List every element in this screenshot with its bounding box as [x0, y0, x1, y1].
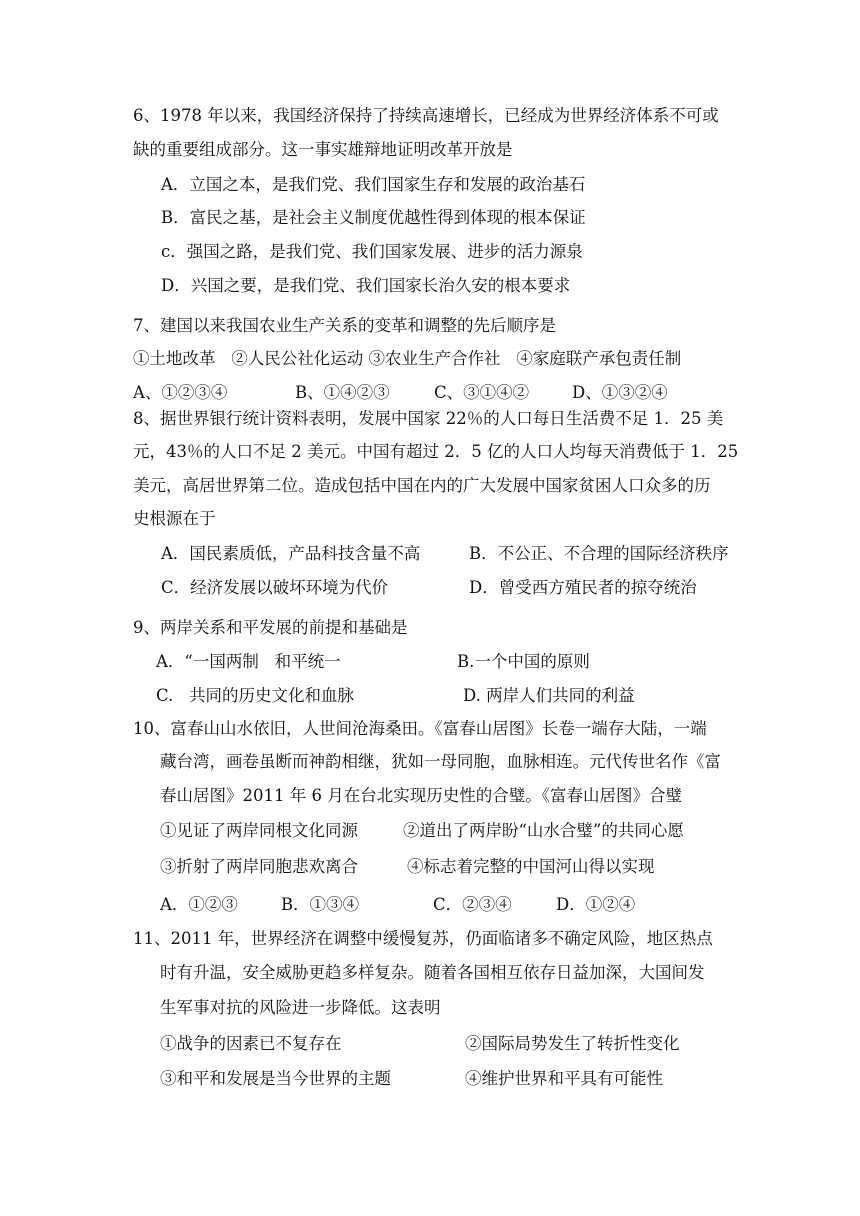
q9-option-b: B.一个中国的原则 — [457, 652, 590, 671]
q8-option-d: D．曾受西方殖民者的掠夺统治 — [469, 578, 697, 597]
q7-option-b: B、①④②③ — [295, 383, 390, 402]
q6-stem-line2: 缺的重要组成部分。这一事实雄辩地证明改革开放是 — [133, 140, 513, 159]
q8-stem-line1: 8、据世界银行统计资料表明，发展中国家 22％的人口每日生活费不足 1．25 美 — [133, 409, 724, 428]
q6-option-c: c．强国之路，是我们党、我们国家发展、进步的活力源泉 — [161, 242, 583, 261]
q11-stem-line2: 时有升温，安全威胁更趋多样复杂。随着各国相互依存日益加深，大国间发 — [160, 963, 705, 982]
q10-stem-line1: 10、富春山山水依旧，人世间沧海桑田。《富春山居图》长卷一端存大陆，一端 — [133, 719, 707, 738]
q10-stem-line2: 藏台湾，画卷虽断而神韵相继，犹如一母同胞，血脉相连。元代传世名作《富 — [160, 752, 721, 771]
q11-item-2: ②国际局势发生了转折性变化 — [465, 1034, 680, 1053]
q11-item-3: ③和平和发展是当今世界的主题 — [160, 1069, 391, 1088]
q10-option-d: D．①②④ — [556, 895, 636, 914]
q8-option-c: C．经济发展以破坏环境为代价 — [161, 578, 389, 597]
q10-item-2: ②道出了两岸盼“山水合璧”的共同心愿 — [403, 821, 684, 840]
q7-option-c: C、③①④② — [434, 383, 530, 402]
q8-stem-line3: 美元，高居世界第二位。造成包括中国在内的广大发展中国家贫困人口众多的历 — [133, 476, 711, 495]
q10-option-c: C．②③④ — [433, 895, 512, 914]
q9-option-d: D. 两岸人们共同的利益 — [463, 686, 635, 705]
q9-option-a: A．“一国两制 和平统一 — [156, 652, 341, 671]
q7-stem: 7、建国以来我国农业生产关系的变革和调整的先后顺序是 — [133, 316, 556, 335]
q11-stem-line3: 生军事对抗的风险进一步降低。这表明 — [160, 998, 441, 1017]
q10-item-4: ④标志着完整的中国河山得以实现 — [407, 857, 655, 876]
q11-stem-line1: 11、2011 年，世界经济在调整中缓慢复苏，仍面临诸多不确定风险，地区热点 — [133, 929, 713, 948]
q8-option-b: B．不公正、不合理的国际经济秩序 — [469, 544, 729, 563]
q9-option-c: C. 共同的历史文化和血脉 — [156, 686, 355, 705]
q8-option-a: A．国民素质低，产品科技含量不高 — [161, 544, 421, 563]
q10-option-a: A．①②③ — [160, 895, 238, 914]
q10-stem-line3: 春山居图》2011 年 6 月在台北实现历史性的合璧。《富春山居图》合璧 — [160, 786, 682, 805]
q11-item-4: ④维护世界和平具有可能性 — [465, 1069, 663, 1088]
q10-option-b: B．①③④ — [281, 895, 360, 914]
q6-option-a: A．立国之本，是我们党、我们国家生存和发展的政治基石 — [161, 175, 586, 194]
q10-item-3: ③折射了两岸同胞悲欢离合 — [160, 857, 358, 876]
q6-stem-line1: 6、1978 年以来，我国经济保持了持续高速增长，已经成为世界经济体系不可或 — [133, 106, 719, 125]
q10-item-1: ①见证了两岸同根文化同源 — [160, 821, 358, 840]
q9-stem: 9、两岸关系和平发展的前提和基础是 — [133, 618, 408, 637]
q8-stem-line4: 史根源在于 — [133, 509, 216, 528]
q7-option-d: D、①③②④ — [572, 383, 668, 402]
q6-option-d: D．兴国之要，是我们党、我们国家长治久安的根本要求 — [161, 276, 571, 295]
q8-stem-line2: 元，43％的人口不足 2 美元。中国有超过 2．5 亿的人口人均每天消费低于 1．25 — [133, 442, 739, 461]
q11-item-1: ①战争的因素已不复存在 — [160, 1034, 342, 1053]
q6-option-b: B．富民之基，是社会主义制度优越性得到体现的根本保证 — [161, 208, 586, 227]
q7-option-a: A、①②③④ — [133, 383, 228, 402]
q7-items: ①土地改革 ②人民公社化运动 ③农业生产合作社 ④家庭联产承包责任制 — [133, 349, 682, 368]
